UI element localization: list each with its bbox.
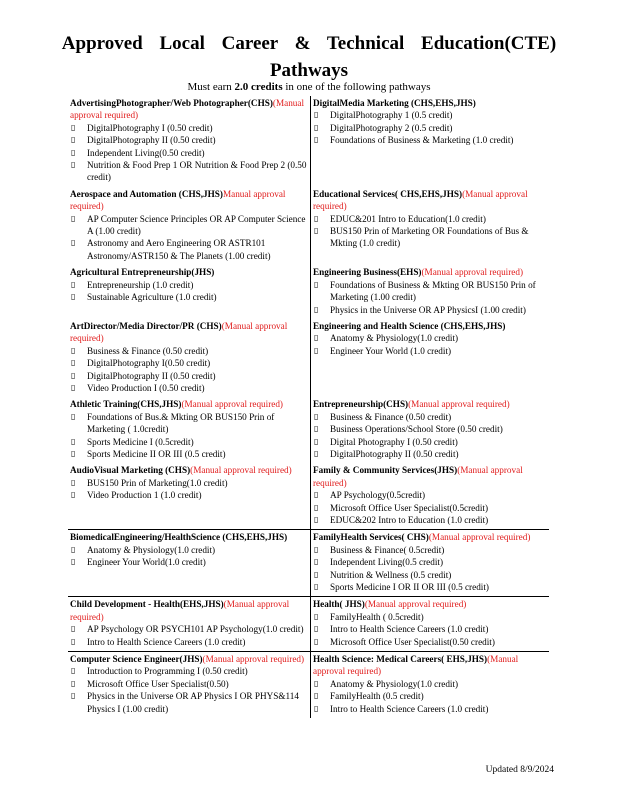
pathway-cell — [311, 265, 550, 319]
page-title — [40, 30, 578, 84]
pathway-name: AudioVisual Marketing (CHS) — [70, 465, 191, 476]
approval-note: (Manual approval required) — [190, 465, 292, 476]
course-list — [70, 213, 308, 263]
approval-note: (Manual approval required) — [70, 98, 305, 121]
course-item: ▯ Nutrition & Wellness (0.5 credit) — [313, 569, 547, 581]
approval-note: (Manual approval required) — [428, 532, 531, 543]
pathway-header — [70, 464, 308, 476]
pathway-cell — [68, 265, 311, 319]
course-item: ▯ Sports Medicine II OR III (0.5 credit) — [70, 448, 308, 460]
pathway-cell — [311, 530, 550, 597]
pathway-header — [70, 531, 308, 543]
course-item: ▯ Sports Medicine I OR II OR III (0.5 credit) — [313, 581, 547, 593]
course-item: ▯ Astronomy and Aero Engineering OR ASTR101 Astronomy/ASTR150 & The Planets (1.00 credit) — [70, 237, 308, 262]
approval-note: (Manual approval required) — [70, 320, 288, 344]
course-item: ▯ Business & Finance (0.50 credit) — [70, 345, 308, 357]
course-list — [313, 279, 547, 316]
course-list — [313, 213, 547, 250]
course-list — [313, 109, 547, 146]
pathway-cell — [311, 652, 550, 719]
pathway-header — [70, 653, 308, 665]
approval-note: (Manual approval required) — [202, 654, 305, 665]
course-item: ▯ Foundations of Business & Marketing (1.0 credit) — [313, 134, 547, 146]
table-row — [68, 652, 549, 719]
pathway-header — [313, 398, 547, 410]
course-list — [313, 611, 547, 648]
pathway-cell — [68, 463, 311, 530]
course-list — [313, 489, 547, 526]
pathway-name: Health Science: Medical Careers( EHS,JHS) — [313, 654, 488, 665]
course-item: ▯ DigitalPhotography 1 (0.5 credit) — [313, 109, 547, 121]
course-item: ▯ DigitalPhotography II (0.50 credit) — [70, 134, 308, 146]
table-row — [68, 397, 549, 463]
approval-note: Manual approval required) — [70, 188, 286, 212]
pathway-header — [313, 531, 547, 543]
course-list — [70, 279, 308, 304]
pathway-cell — [311, 319, 550, 397]
pathway-header — [313, 464, 547, 489]
course-item: ▯ FamilyHealth (0.5 credit) — [313, 690, 547, 702]
table-row — [68, 96, 549, 187]
course-item: ▯ EDUC&201 Intro to Education(1.0 credit) — [313, 213, 547, 225]
course-list — [70, 477, 308, 502]
table-row — [68, 319, 549, 397]
course-item: ▯ FamilyHealth ( 0.5credit) — [313, 611, 547, 623]
course-list — [70, 665, 308, 715]
pathway-cell — [68, 652, 311, 719]
pathway-cell — [68, 319, 311, 397]
course-item: ▯ Sustainable Agriculture (1.0 credit) — [70, 291, 308, 303]
pathways-table — [68, 96, 549, 718]
title-line-2: Pathways — [269, 60, 349, 81]
subtitle-prefix: Must earn — [187, 81, 235, 93]
pathway-name: Engineering Business(EHS) — [313, 267, 422, 278]
pathway-name: Health( JHS) — [313, 599, 365, 610]
course-list — [313, 544, 547, 594]
pathway-header — [70, 320, 308, 345]
pathway-name: Computer Science Engineer(JHS) — [70, 654, 203, 665]
course-list — [70, 623, 308, 648]
table-row — [68, 463, 549, 530]
subtitle-credits: 2.0 credits — [234, 81, 283, 93]
pathway-name: Athletic Training(CHS,JHS) — [70, 399, 182, 410]
approval-note: (Manual approval required) — [313, 654, 519, 677]
pathway-header — [70, 598, 308, 623]
pathway-cell — [311, 96, 550, 187]
pathway-cell — [68, 96, 311, 187]
course-list — [70, 345, 308, 395]
course-item: ▯ Microsoft Office User Specialist(0.50) — [70, 678, 308, 690]
course-item: ▯ DigitalPhotography I (0.50 credit) — [70, 122, 308, 134]
subtitle-suffix: in one of the following pathways — [282, 81, 431, 93]
pathway-name: FamilyHealth Services( CHS) — [313, 532, 429, 543]
pathway-name: Entrepreneurship(CHS) — [313, 399, 409, 410]
pathway-name: Engineering and Health Science (CHS,EHS,JHS) — [313, 320, 506, 331]
pathway-name: BiomedicalEngineering/HealthScience (CHS,EHS,JHS) — [70, 532, 288, 543]
pathway-header — [70, 97, 308, 122]
pathway-name: Family & Community Services(JHS) — [313, 465, 458, 476]
pathway-header — [313, 598, 547, 610]
pathway-cell — [311, 463, 550, 530]
course-list — [313, 678, 547, 715]
course-item: ▯ Foundations of Business & Mkting OR BUS150 Prin of Marketing (1.00 credit) — [313, 279, 547, 304]
pathway-cell — [68, 597, 311, 652]
course-item: ▯ Introduction to Programming I (0.50 credit) — [70, 665, 308, 677]
course-item: ▯ DigitalPhotography 2 (0.5 credit) — [313, 122, 547, 134]
pathway-cell — [68, 187, 311, 265]
pathway-cell — [68, 397, 311, 463]
course-item: ▯ Independent Living(0.50 credit) — [70, 147, 308, 159]
table-row — [68, 187, 549, 265]
course-item: ▯ Business Operations/School Store (0.50 credit) — [313, 423, 547, 435]
course-item: ▯ Engineer Your World(1.0 credit) — [70, 556, 308, 568]
course-list — [70, 544, 308, 569]
course-item: ▯ Business & Finance( 0.5credit) — [313, 544, 547, 556]
course-item: ▯ DigitalPhotography II (0.50 credit) — [313, 448, 547, 460]
course-item: ▯ Engineer Your World (1.0 credit) — [313, 345, 547, 357]
updated-date: Updated 8/9/2024 — [485, 765, 554, 775]
course-list — [70, 411, 308, 461]
course-item: ▯ Foundations of Bus.& Mkting OR BUS150 Prin of Marketing ( 1.0credit) — [70, 411, 308, 436]
course-item: ▯ AP Psychology OR PSYCH101 AP Psychology(1.0 credit) — [70, 623, 308, 635]
pathway-cell — [311, 187, 550, 265]
table-row — [68, 265, 549, 319]
course-item: ▯ Video Production I (0.50 credit) — [70, 382, 308, 394]
course-item: ▯ Digital Photography I (0.50 credit) — [313, 436, 547, 448]
course-item: ▯ Anatomy & Physiology(1.0 credit) — [313, 678, 547, 690]
course-list — [70, 122, 308, 184]
subtitle — [60, 81, 558, 93]
approval-note: (Manual approval required) — [364, 599, 467, 610]
course-list — [313, 332, 547, 357]
course-item: ▯ Physics in the Universe OR AP PhysicsI (1.00 credit) — [313, 304, 547, 316]
course-item: ▯ Sports Medicine I (0.5credit) — [70, 436, 308, 448]
approval-note: (Manual approval required) — [313, 465, 523, 488]
course-item: ▯ Intro to Health Science Careers (1.0 credit) — [313, 623, 547, 635]
course-item: ▯ Anatomy & Physiology(1.0 credit) — [70, 544, 308, 556]
approval-note: (Manual approval required) — [181, 399, 283, 410]
course-item: ▯ BUS150 Prin of Marketing(1.0 credit) — [70, 477, 308, 489]
pathway-name: Child Development - Health(EHS,JHS) — [70, 599, 224, 610]
pathway-header — [313, 320, 547, 332]
approval-note: (Manual approval required) — [408, 399, 510, 410]
pathway-header — [313, 188, 547, 213]
table-row — [68, 597, 549, 652]
course-item: ▯ Anatomy & Physiology(1.0 credit) — [313, 332, 547, 344]
course-item: ▯ BUS150 Prin of Marketing OR Foundations of Bus & Mkting (1.0 credit) — [313, 225, 547, 250]
course-item: ▯ AP Computer Science Principles OR AP Computer Science A (1.00 credit) — [70, 213, 308, 238]
course-item: ▯ Independent Living(0.5 credit) — [313, 556, 547, 568]
course-item: ▯ Entrepreneurship (1.0 credit) — [70, 279, 308, 291]
pathway-header — [313, 97, 547, 109]
course-item: ▯ Business & Finance (0.50 credit) — [313, 411, 547, 423]
table-row — [68, 530, 549, 597]
approval-note: (Manual approval required) — [313, 188, 528, 212]
course-item: ▯ Microsoft Office User Specialist(0.50 credit) — [313, 636, 547, 648]
course-item: ▯ Video Production 1 (1.0 credit) — [70, 489, 308, 501]
course-item: ▯ DigitalPhotography II (0.50 credit) — [70, 370, 308, 382]
course-item: ▯ Intro to Health Science Careers (1.0 credit) — [313, 703, 547, 715]
title-line-1: Approved Local Career & Technical Education(CTE) — [61, 33, 557, 54]
course-item: ▯ Nutrition & Food Prep 1 OR Nutrition & Food Prep 2 (0.50 credit) — [70, 159, 308, 184]
pathway-header — [313, 266, 547, 278]
pathway-header — [70, 266, 308, 278]
pathway-name: AdvertisingPhotographer/Web Photographer(CHS) — [70, 98, 273, 108]
course-item: ▯ Physics in the Universe OR AP Physics I OR PHYS&114 Physics I (1.00 credit) — [70, 690, 308, 715]
course-item: ▯ Intro to Health Science Careers (1.0 credit) — [70, 636, 308, 648]
approval-note: (Manual approval required) — [421, 267, 524, 278]
course-item: ▯ DigitalPhotography I(0.50 credit) — [70, 357, 308, 369]
course-item: ▯ Microsoft Office User Specialist(0.5credit) — [313, 502, 547, 514]
pathway-name: DigitalMedia Marketing (CHS,EHS,JHS) — [313, 98, 476, 108]
pathway-cell — [68, 530, 311, 597]
pathway-header — [313, 653, 547, 678]
pathway-name: Educational Services( CHS,EHS,JHS) — [313, 188, 463, 199]
pathway-cell — [311, 397, 550, 463]
course-list — [313, 411, 547, 461]
course-item: ▯ EDUC&202 Intro to Education (1.0 credit) — [313, 514, 547, 526]
pathway-cell — [311, 597, 550, 652]
pathway-header — [70, 398, 308, 410]
course-item: ▯ AP Psychology(0.5credit) — [313, 489, 547, 501]
pathway-name: Agricultural Entrepreneurship(JHS) — [70, 267, 215, 278]
approval-note: (Manual approval required) — [70, 599, 290, 622]
pathway-header — [70, 188, 308, 213]
pathway-name: ArtDirector/Media Director/PR (CHS) — [70, 320, 222, 331]
pathway-name: Aerospace and Automation (CHS,JHS) — [70, 188, 223, 199]
